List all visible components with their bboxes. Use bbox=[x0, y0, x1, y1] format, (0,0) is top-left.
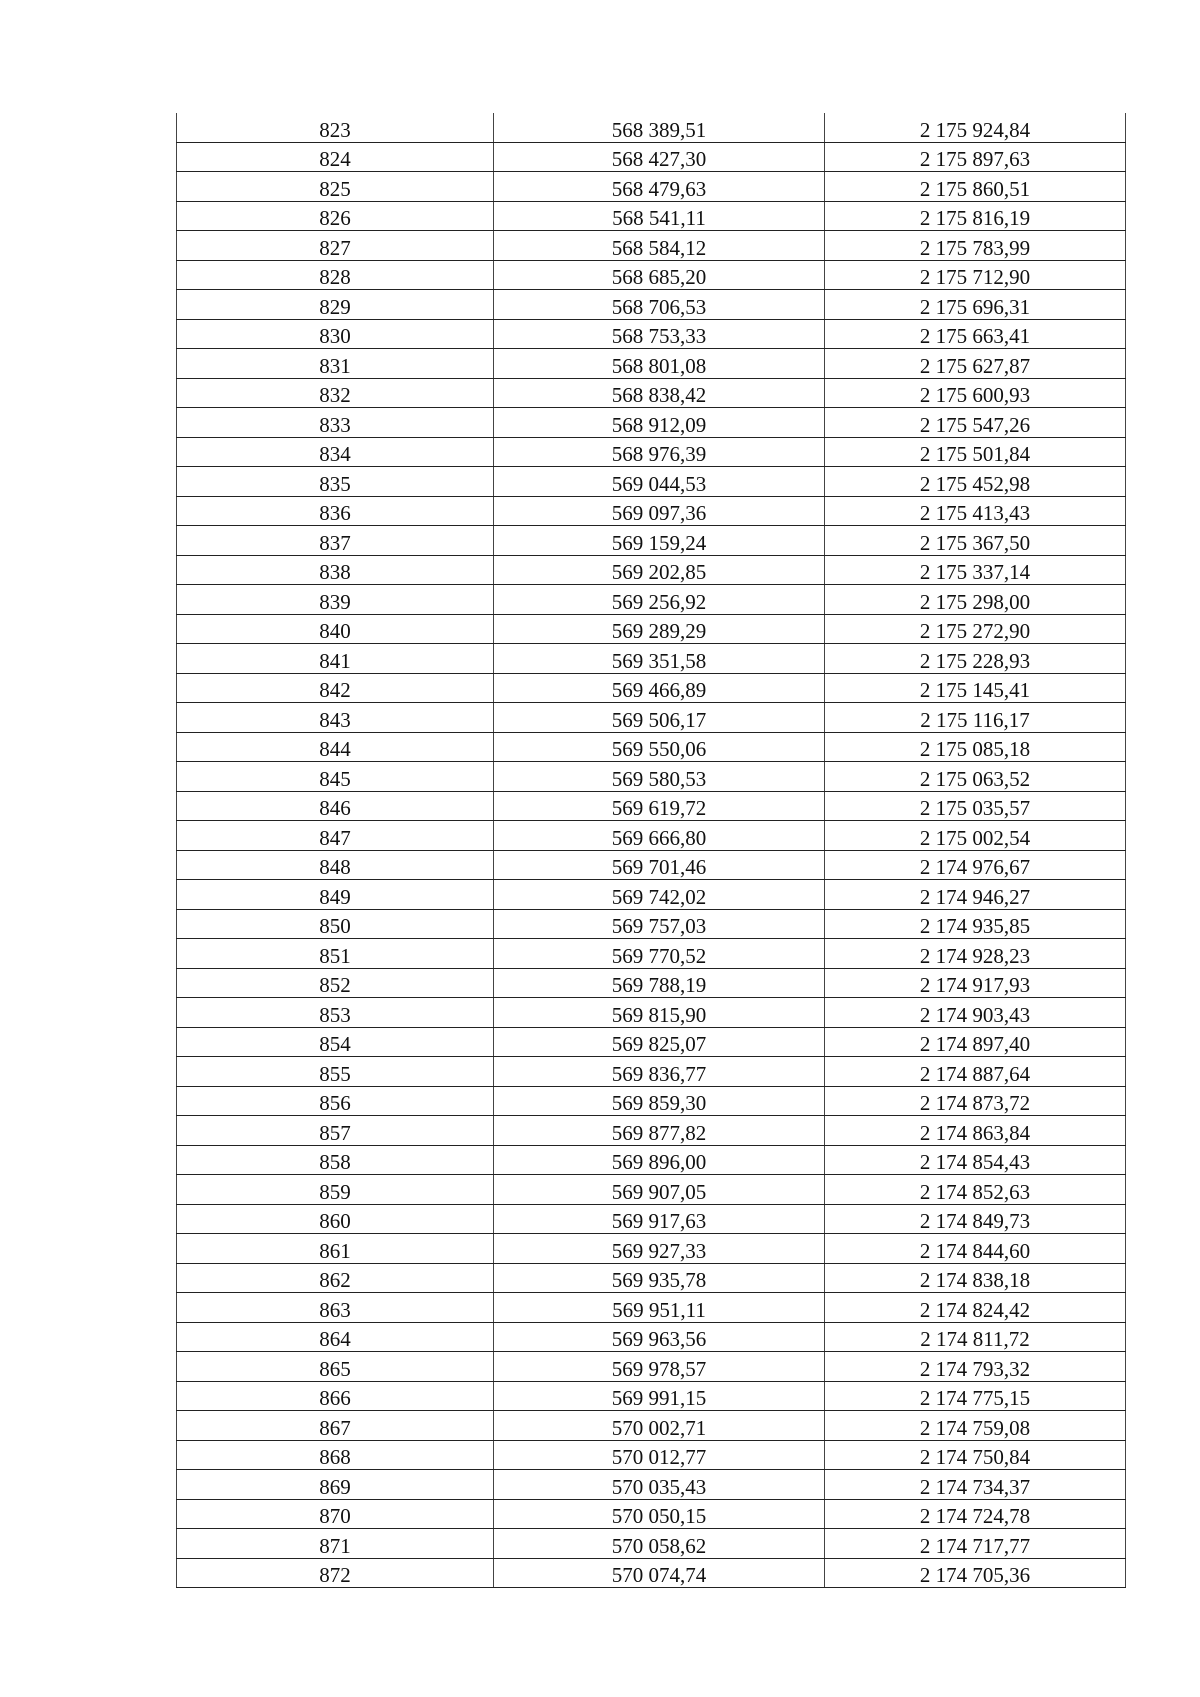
x-coordinate-cell: 569 466,89 bbox=[494, 673, 825, 703]
x-coordinate-cell: 569 927,33 bbox=[494, 1234, 825, 1264]
x-coordinate-cell: 569 742,02 bbox=[494, 880, 825, 910]
point-number-cell: 857 bbox=[177, 1116, 494, 1146]
point-number-cell: 850 bbox=[177, 909, 494, 939]
y-coordinate-cell: 2 174 734,37 bbox=[825, 1470, 1126, 1500]
x-coordinate-cell: 569 289,29 bbox=[494, 614, 825, 644]
table-row bbox=[177, 260, 1126, 290]
x-coordinate-cell: 570 002,71 bbox=[494, 1411, 825, 1441]
y-coordinate-cell: 2 175 035,57 bbox=[825, 791, 1126, 821]
point-number-cell: 871 bbox=[177, 1529, 494, 1559]
table-row bbox=[177, 526, 1126, 556]
point-number-cell: 852 bbox=[177, 968, 494, 998]
x-coordinate-cell: 570 058,62 bbox=[494, 1529, 825, 1559]
point-number-cell: 867 bbox=[177, 1411, 494, 1441]
point-number-cell: 832 bbox=[177, 378, 494, 408]
x-coordinate-cell: 568 801,08 bbox=[494, 349, 825, 379]
table-row bbox=[177, 1322, 1126, 1352]
y-coordinate-cell: 2 175 860,51 bbox=[825, 172, 1126, 202]
x-coordinate-cell: 569 859,30 bbox=[494, 1086, 825, 1116]
y-coordinate-cell: 2 175 452,98 bbox=[825, 467, 1126, 497]
y-coordinate-cell: 2 175 298,00 bbox=[825, 585, 1126, 615]
y-coordinate-cell: 2 174 793,32 bbox=[825, 1352, 1126, 1382]
point-number-cell: 847 bbox=[177, 821, 494, 851]
table-row bbox=[177, 1381, 1126, 1411]
y-coordinate-cell: 2 174 897,40 bbox=[825, 1027, 1126, 1057]
y-coordinate-cell: 2 175 627,87 bbox=[825, 349, 1126, 379]
point-number-cell: 843 bbox=[177, 703, 494, 733]
x-coordinate-cell: 569 896,00 bbox=[494, 1145, 825, 1175]
point-number-cell: 854 bbox=[177, 1027, 494, 1057]
point-number-cell: 869 bbox=[177, 1470, 494, 1500]
point-number-cell: 839 bbox=[177, 585, 494, 615]
y-coordinate-cell: 2 175 897,63 bbox=[825, 142, 1126, 172]
y-coordinate-cell: 2 175 272,90 bbox=[825, 614, 1126, 644]
x-coordinate-cell: 569 788,19 bbox=[494, 968, 825, 998]
point-number-cell: 846 bbox=[177, 791, 494, 821]
point-number-cell: 861 bbox=[177, 1234, 494, 1264]
y-coordinate-cell: 2 175 116,17 bbox=[825, 703, 1126, 733]
point-number-cell: 828 bbox=[177, 260, 494, 290]
point-number-cell: 827 bbox=[177, 231, 494, 261]
x-coordinate-cell: 570 012,77 bbox=[494, 1440, 825, 1470]
y-coordinate-cell: 2 175 783,99 bbox=[825, 231, 1126, 261]
point-number-cell: 860 bbox=[177, 1204, 494, 1234]
x-coordinate-cell: 568 976,39 bbox=[494, 437, 825, 467]
point-number-cell: 858 bbox=[177, 1145, 494, 1175]
table-row bbox=[177, 703, 1126, 733]
point-number-cell: 848 bbox=[177, 850, 494, 880]
table-row bbox=[177, 1204, 1126, 1234]
table-row bbox=[177, 1057, 1126, 1087]
y-coordinate-cell: 2 174 717,77 bbox=[825, 1529, 1126, 1559]
x-coordinate-cell: 569 159,24 bbox=[494, 526, 825, 556]
point-number-cell: 865 bbox=[177, 1352, 494, 1382]
y-coordinate-cell: 2 174 873,72 bbox=[825, 1086, 1126, 1116]
table-row bbox=[177, 1293, 1126, 1323]
x-coordinate-cell: 569 666,80 bbox=[494, 821, 825, 851]
point-number-cell: 872 bbox=[177, 1558, 494, 1588]
x-coordinate-cell: 569 619,72 bbox=[494, 791, 825, 821]
point-number-cell: 844 bbox=[177, 732, 494, 762]
table-row bbox=[177, 644, 1126, 674]
x-coordinate-cell: 569 701,46 bbox=[494, 850, 825, 880]
x-coordinate-cell: 569 935,78 bbox=[494, 1263, 825, 1293]
point-number-cell: 823 bbox=[177, 113, 494, 142]
table-row bbox=[177, 585, 1126, 615]
table-row bbox=[177, 821, 1126, 851]
x-coordinate-cell: 568 685,20 bbox=[494, 260, 825, 290]
y-coordinate-cell: 2 174 935,85 bbox=[825, 909, 1126, 939]
table-row bbox=[177, 290, 1126, 320]
x-coordinate-cell: 568 541,11 bbox=[494, 201, 825, 231]
y-coordinate-cell: 2 174 976,67 bbox=[825, 850, 1126, 880]
point-number-cell: 862 bbox=[177, 1263, 494, 1293]
y-coordinate-cell: 2 174 724,78 bbox=[825, 1499, 1126, 1529]
point-number-cell: 853 bbox=[177, 998, 494, 1028]
x-coordinate-cell: 569 825,07 bbox=[494, 1027, 825, 1057]
y-coordinate-cell: 2 175 712,90 bbox=[825, 260, 1126, 290]
x-coordinate-cell: 569 991,15 bbox=[494, 1381, 825, 1411]
y-coordinate-cell: 2 174 750,84 bbox=[825, 1440, 1126, 1470]
x-coordinate-cell: 569 907,05 bbox=[494, 1175, 825, 1205]
point-number-cell: 829 bbox=[177, 290, 494, 320]
x-coordinate-cell: 569 917,63 bbox=[494, 1204, 825, 1234]
table-row bbox=[177, 231, 1126, 261]
x-coordinate-cell: 570 074,74 bbox=[494, 1558, 825, 1588]
x-coordinate-cell: 568 427,30 bbox=[494, 142, 825, 172]
y-coordinate-cell: 2 174 863,84 bbox=[825, 1116, 1126, 1146]
point-number-cell: 836 bbox=[177, 496, 494, 526]
y-coordinate-cell: 2 175 924,84 bbox=[825, 113, 1126, 142]
y-coordinate-cell: 2 174 811,72 bbox=[825, 1322, 1126, 1352]
x-coordinate-cell: 570 035,43 bbox=[494, 1470, 825, 1500]
y-coordinate-cell: 2 175 228,93 bbox=[825, 644, 1126, 674]
x-coordinate-cell: 568 389,51 bbox=[494, 113, 825, 142]
x-coordinate-cell: 569 770,52 bbox=[494, 939, 825, 969]
y-coordinate-cell: 2 175 085,18 bbox=[825, 732, 1126, 762]
point-number-cell: 863 bbox=[177, 1293, 494, 1323]
table-row bbox=[177, 1558, 1126, 1588]
coordinates-table-body bbox=[177, 113, 1126, 1588]
y-coordinate-cell: 2 175 367,50 bbox=[825, 526, 1126, 556]
point-number-cell: 824 bbox=[177, 142, 494, 172]
table-row bbox=[177, 1116, 1126, 1146]
y-coordinate-cell: 2 174 854,43 bbox=[825, 1145, 1126, 1175]
x-coordinate-cell: 568 479,63 bbox=[494, 172, 825, 202]
x-coordinate-cell: 569 757,03 bbox=[494, 909, 825, 939]
table-row bbox=[177, 909, 1126, 939]
y-coordinate-cell: 2 175 501,84 bbox=[825, 437, 1126, 467]
point-number-cell: 856 bbox=[177, 1086, 494, 1116]
table-row bbox=[177, 1175, 1126, 1205]
x-coordinate-cell: 569 978,57 bbox=[494, 1352, 825, 1382]
y-coordinate-cell: 2 175 600,93 bbox=[825, 378, 1126, 408]
table-row bbox=[177, 142, 1126, 172]
table-row bbox=[177, 968, 1126, 998]
table-row bbox=[177, 998, 1126, 1028]
x-coordinate-cell: 570 050,15 bbox=[494, 1499, 825, 1529]
table-row bbox=[177, 732, 1126, 762]
y-coordinate-cell: 2 175 816,19 bbox=[825, 201, 1126, 231]
table-row bbox=[177, 850, 1126, 880]
point-number-cell: 851 bbox=[177, 939, 494, 969]
y-coordinate-cell: 2 174 844,60 bbox=[825, 1234, 1126, 1264]
y-coordinate-cell: 2 174 775,15 bbox=[825, 1381, 1126, 1411]
y-coordinate-cell: 2 174 887,64 bbox=[825, 1057, 1126, 1087]
table-row bbox=[177, 1440, 1126, 1470]
x-coordinate-cell: 568 584,12 bbox=[494, 231, 825, 261]
table-row bbox=[177, 1499, 1126, 1529]
x-coordinate-cell: 569 951,11 bbox=[494, 1293, 825, 1323]
table-row bbox=[177, 880, 1126, 910]
point-number-cell: 835 bbox=[177, 467, 494, 497]
table-row bbox=[177, 1027, 1126, 1057]
table-row bbox=[177, 1470, 1126, 1500]
y-coordinate-cell: 2 175 002,54 bbox=[825, 821, 1126, 851]
table-row bbox=[177, 1234, 1126, 1264]
x-coordinate-cell: 569 506,17 bbox=[494, 703, 825, 733]
y-coordinate-cell: 2 174 928,23 bbox=[825, 939, 1126, 969]
point-number-cell: 870 bbox=[177, 1499, 494, 1529]
y-coordinate-cell: 2 174 903,43 bbox=[825, 998, 1126, 1028]
point-number-cell: 866 bbox=[177, 1381, 494, 1411]
point-number-cell: 859 bbox=[177, 1175, 494, 1205]
table-row bbox=[177, 1352, 1126, 1382]
y-coordinate-cell: 2 175 413,43 bbox=[825, 496, 1126, 526]
coordinates-table bbox=[176, 113, 1126, 1588]
x-coordinate-cell: 568 912,09 bbox=[494, 408, 825, 438]
y-coordinate-cell: 2 174 849,73 bbox=[825, 1204, 1126, 1234]
point-number-cell: 830 bbox=[177, 319, 494, 349]
x-coordinate-cell: 569 351,58 bbox=[494, 644, 825, 674]
point-number-cell: 868 bbox=[177, 1440, 494, 1470]
table-row bbox=[177, 1263, 1126, 1293]
table-row bbox=[177, 1411, 1126, 1441]
table-row bbox=[177, 762, 1126, 792]
x-coordinate-cell: 569 815,90 bbox=[494, 998, 825, 1028]
y-coordinate-cell: 2 174 824,42 bbox=[825, 1293, 1126, 1323]
table-row bbox=[177, 673, 1126, 703]
point-number-cell: 840 bbox=[177, 614, 494, 644]
table-row bbox=[177, 349, 1126, 379]
table-row bbox=[177, 1529, 1126, 1559]
x-coordinate-cell: 568 838,42 bbox=[494, 378, 825, 408]
table-row bbox=[177, 614, 1126, 644]
table-row bbox=[177, 791, 1126, 821]
y-coordinate-cell: 2 174 852,63 bbox=[825, 1175, 1126, 1205]
point-number-cell: 855 bbox=[177, 1057, 494, 1087]
y-coordinate-cell: 2 174 917,93 bbox=[825, 968, 1126, 998]
point-number-cell: 845 bbox=[177, 762, 494, 792]
y-coordinate-cell: 2 175 145,41 bbox=[825, 673, 1126, 703]
point-number-cell: 864 bbox=[177, 1322, 494, 1352]
x-coordinate-cell: 569 256,92 bbox=[494, 585, 825, 615]
table-row bbox=[177, 437, 1126, 467]
table-row bbox=[177, 172, 1126, 202]
x-coordinate-cell: 568 706,53 bbox=[494, 290, 825, 320]
y-coordinate-cell: 2 175 337,14 bbox=[825, 555, 1126, 585]
y-coordinate-cell: 2 174 946,27 bbox=[825, 880, 1126, 910]
point-number-cell: 842 bbox=[177, 673, 494, 703]
point-number-cell: 831 bbox=[177, 349, 494, 379]
x-coordinate-cell: 569 550,06 bbox=[494, 732, 825, 762]
point-number-cell: 849 bbox=[177, 880, 494, 910]
point-number-cell: 833 bbox=[177, 408, 494, 438]
table-row bbox=[177, 555, 1126, 585]
table-row bbox=[177, 1086, 1126, 1116]
table-row bbox=[177, 1145, 1126, 1175]
point-number-cell: 838 bbox=[177, 555, 494, 585]
point-number-cell: 826 bbox=[177, 201, 494, 231]
table-row bbox=[177, 113, 1126, 142]
x-coordinate-cell: 569 836,77 bbox=[494, 1057, 825, 1087]
x-coordinate-cell: 569 097,36 bbox=[494, 496, 825, 526]
y-coordinate-cell: 2 175 696,31 bbox=[825, 290, 1126, 320]
x-coordinate-cell: 569 580,53 bbox=[494, 762, 825, 792]
table-row bbox=[177, 496, 1126, 526]
table-row bbox=[177, 378, 1126, 408]
x-coordinate-cell: 568 753,33 bbox=[494, 319, 825, 349]
y-coordinate-cell: 2 174 838,18 bbox=[825, 1263, 1126, 1293]
table-row bbox=[177, 319, 1126, 349]
table-row bbox=[177, 939, 1126, 969]
table-row bbox=[177, 201, 1126, 231]
x-coordinate-cell: 569 877,82 bbox=[494, 1116, 825, 1146]
point-number-cell: 837 bbox=[177, 526, 494, 556]
point-number-cell: 825 bbox=[177, 172, 494, 202]
point-number-cell: 834 bbox=[177, 437, 494, 467]
y-coordinate-cell: 2 174 759,08 bbox=[825, 1411, 1126, 1441]
y-coordinate-cell: 2 175 063,52 bbox=[825, 762, 1126, 792]
x-coordinate-cell: 569 044,53 bbox=[494, 467, 825, 497]
x-coordinate-cell: 569 202,85 bbox=[494, 555, 825, 585]
x-coordinate-cell: 569 963,56 bbox=[494, 1322, 825, 1352]
table-row bbox=[177, 408, 1126, 438]
y-coordinate-cell: 2 175 547,26 bbox=[825, 408, 1126, 438]
y-coordinate-cell: 2 174 705,36 bbox=[825, 1558, 1126, 1588]
point-number-cell: 841 bbox=[177, 644, 494, 674]
table-row bbox=[177, 467, 1126, 497]
y-coordinate-cell: 2 175 663,41 bbox=[825, 319, 1126, 349]
